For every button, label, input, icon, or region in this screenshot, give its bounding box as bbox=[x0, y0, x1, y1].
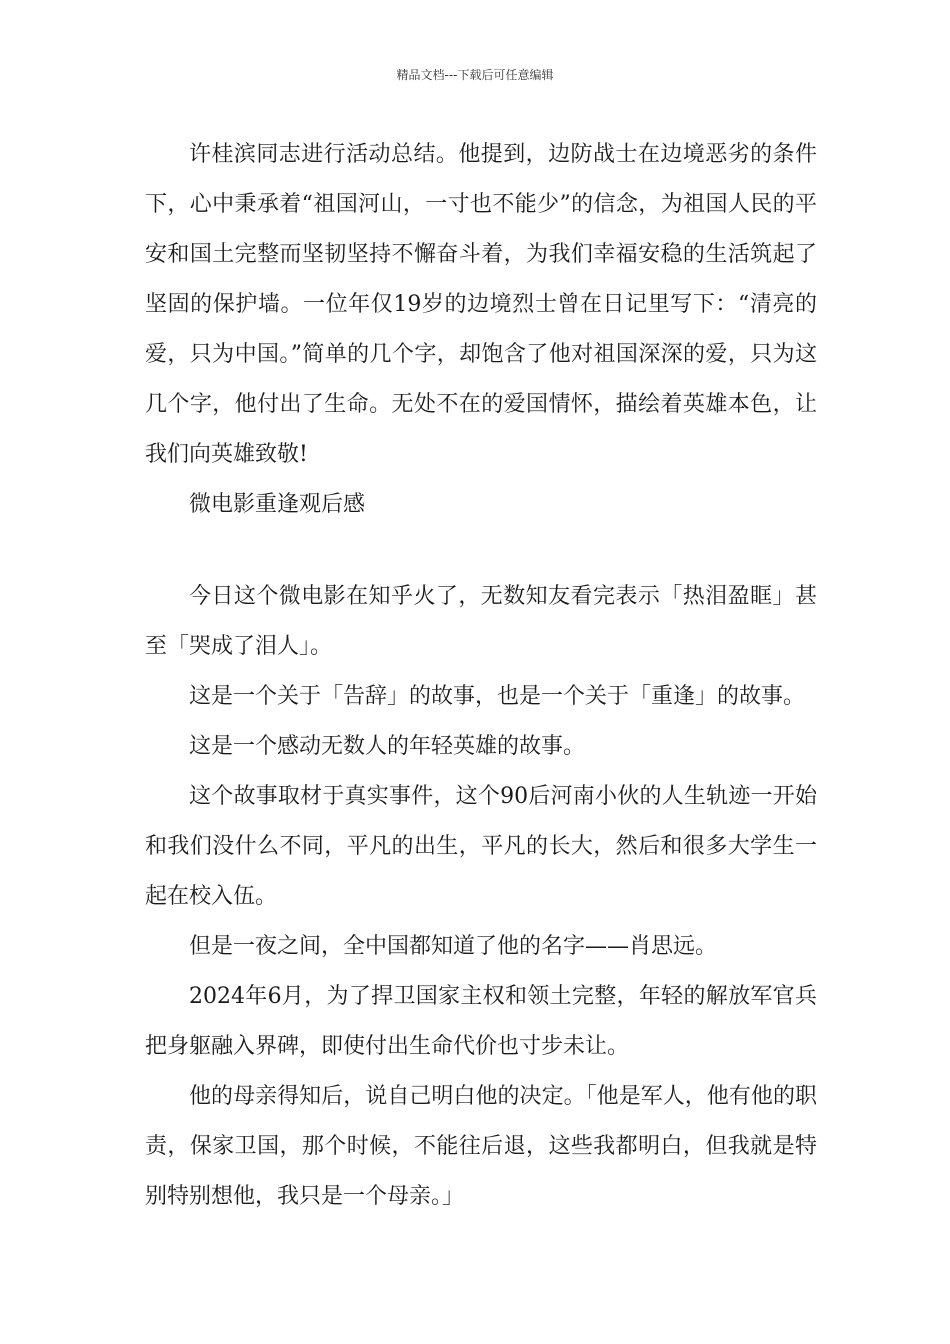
section-spacer bbox=[145, 530, 817, 572]
paragraph-name: 但是一夜之间，全中国都知道了他的名字——肖思远。 bbox=[189, 934, 718, 959]
paragraph-summary: 许桂滨同志进行活动总结。他提到，边防战士在边境恶劣的条件下，心中秉承着“祖国河山，一寸也不能少”的信念，为祖国人民的平安和国土完整而坚韧坚持不懈奋斗着，为我们幸福安稳的生活筑起了坚固的保护墙。一位年仅19岁的边境烈士曾在日记里写下：“清亮的爱，只为中国。”简单的几个字，却饱含了他对祖国深深的爱，只为这几个字，他付出了生命。无处不在的爱国情怀，描绘着英雄本色，让我们向英雄致敬! bbox=[145, 142, 817, 467]
paragraph-background: 这个故事取材于真实事件，这个90后河南小伙的人生轨迹一开始和我们没什么不同，平凡的出生，平凡的长大，然后和很多大学生一起在校入伍。 bbox=[145, 784, 817, 909]
section-title: 微电影重逢观后感 bbox=[189, 492, 366, 517]
paragraph-hero-story: 这是一个感动无数人的年轻英雄的故事。 bbox=[189, 734, 586, 759]
document-body bbox=[145, 130, 817, 1222]
paragraph-event: 2024年6月，为了捍卫国家主权和领土完整，年轻的解放军官兵把身躯融入界碑，即使付出生命代价也寸步未让。 bbox=[145, 984, 817, 1059]
paragraph-intro: 今日这个微电影在知乎火了，无数知友看完表示「热泪盈眶」甚至「哭成了泪人」。 bbox=[145, 584, 817, 659]
paragraph-mother: 他的母亲得知后，说自己明白他的决定。「他是军人，他有他的职责，保家卫国，那个时候，不能往后退，这些我都明白，但我就是特别特别想他，我只是一个母亲。」 bbox=[145, 1084, 817, 1209]
paragraph-farewell-reunion: 这是一个关于「告辞」的故事，也是一个关于「重逢」的故事。 bbox=[189, 684, 806, 709]
page-header: 精品文档---下载后可任意编辑 bbox=[396, 68, 554, 82]
